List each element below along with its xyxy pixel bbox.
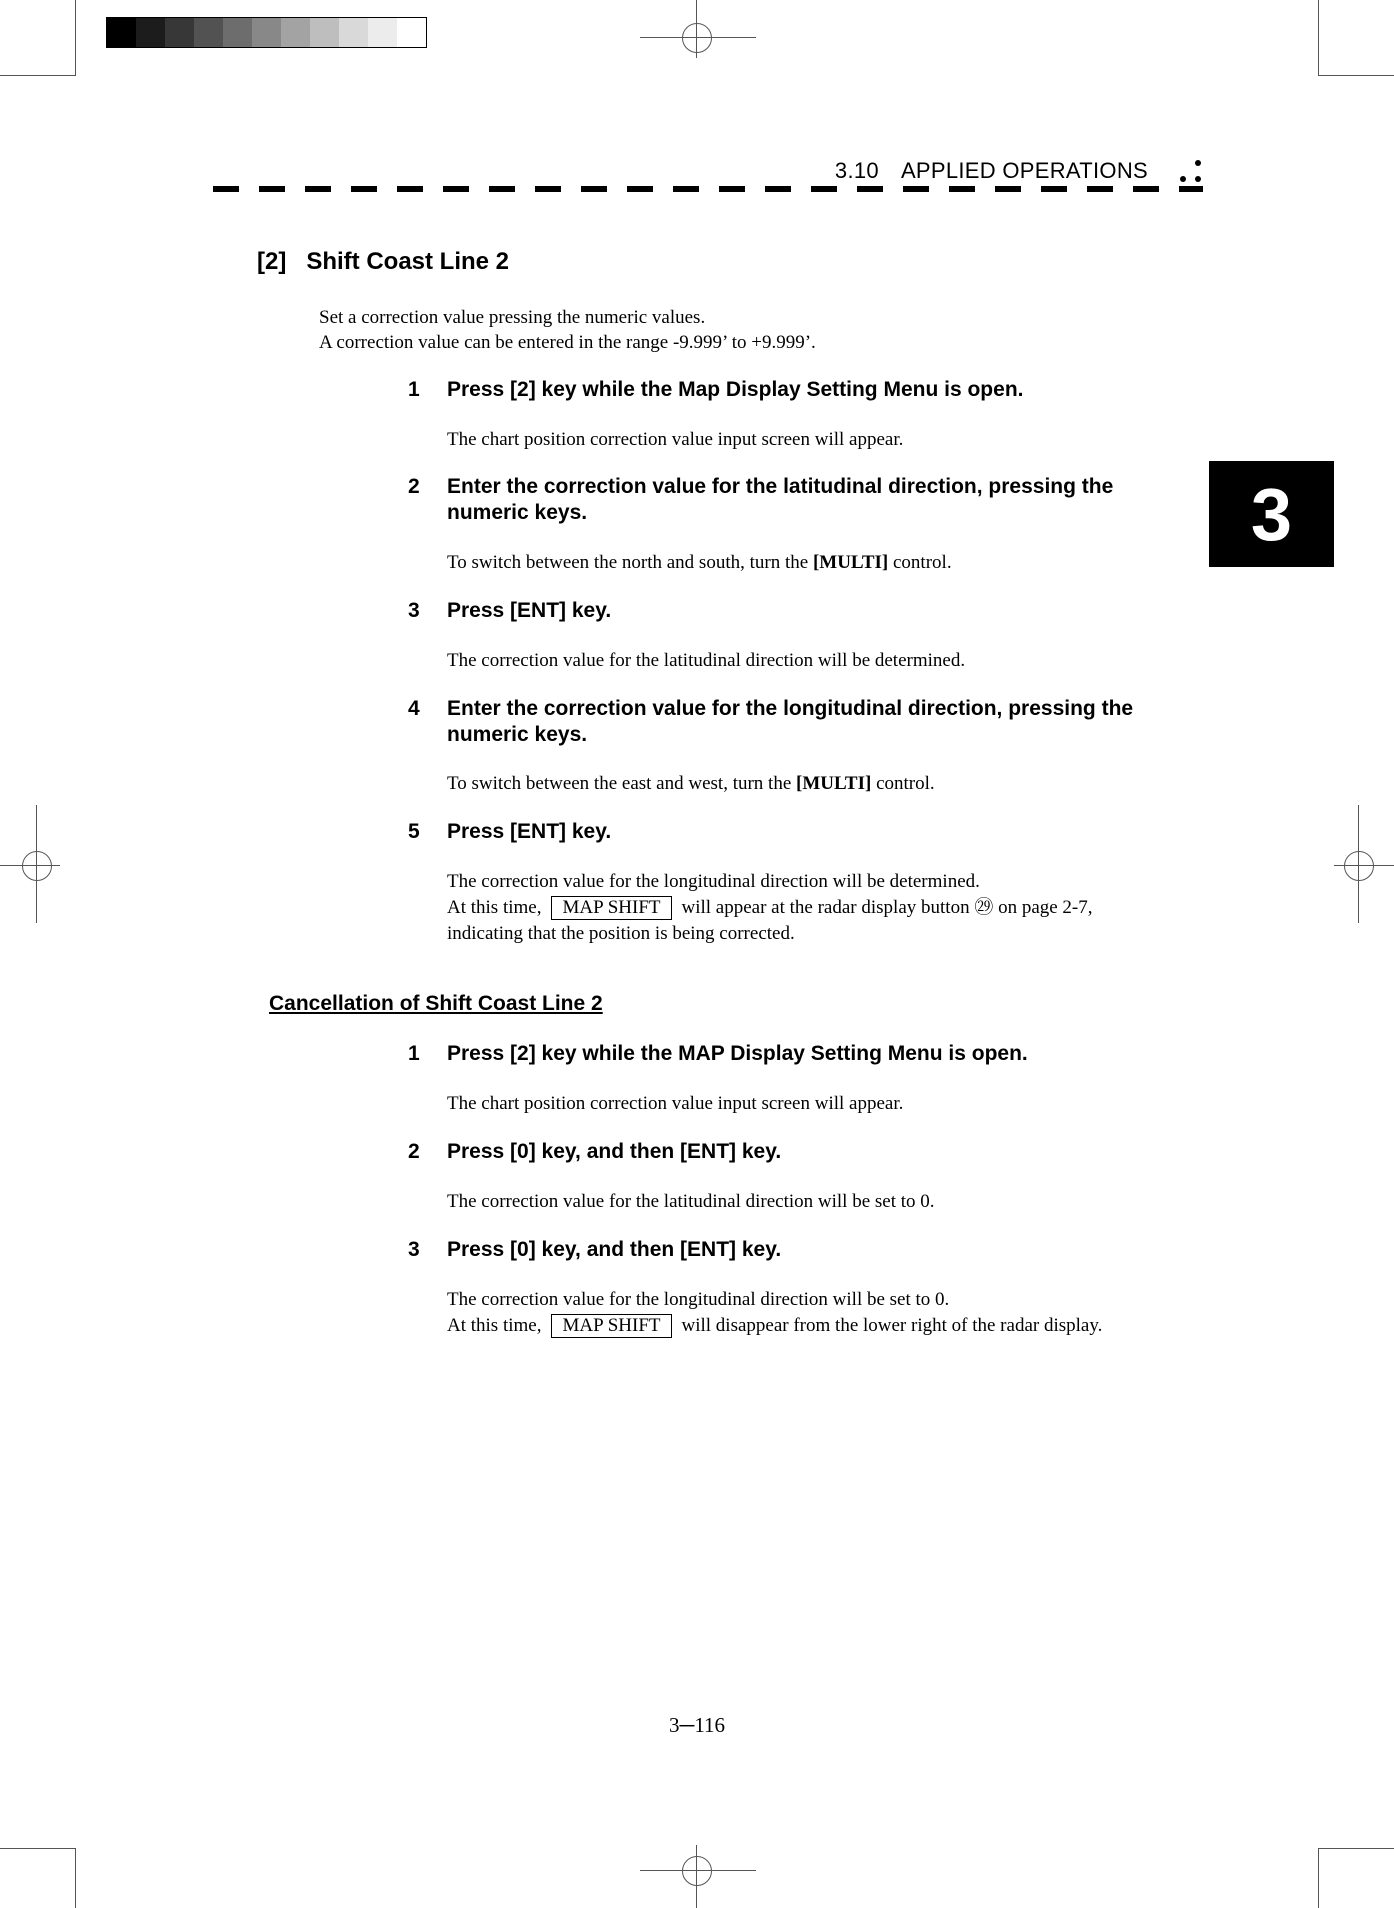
- gray-swatch: [368, 18, 397, 47]
- step-1-description: The chart position correction value input screen will appear.: [447, 429, 904, 450]
- step-5-description: The correction value for the longitudinal direction will be determined. At this time, MAP SHIFT will appear at the radar display button ㉙ on page 2-7, indicating that the position is being corrected.: [447, 871, 1093, 944]
- gray-swatch: [252, 18, 281, 47]
- header-title: 3.10 APPLIED OPERATIONS: [834, 158, 1148, 183]
- cancellation-heading: Cancellation of Shift Coast Line 2: [269, 992, 603, 1015]
- gray-swatch: [310, 18, 339, 47]
- gray-swatch: [281, 18, 310, 47]
- gray-swatch: [136, 18, 165, 47]
- gray-swatch: [223, 18, 252, 47]
- cancel-step-2-description: The correction value for the latitudinal direction will be set to 0.: [447, 1191, 935, 1212]
- cancel-step-3-description: The correction value for the longitudinal direction will be set to 0. At this time, MAP SHIFT will disappear from the lower right of the radar display.: [447, 1289, 1103, 1336]
- gray-swatch: [397, 18, 426, 47]
- map-shift-indicator: MAP SHIFT: [551, 1314, 671, 1338]
- gray-swatch: [107, 18, 136, 47]
- gray-scale-bar: [106, 17, 427, 48]
- chapter-tab: 3: [1209, 461, 1334, 567]
- gray-swatch: [165, 18, 194, 47]
- gray-swatch: [339, 18, 368, 47]
- map-shift-indicator: MAP SHIFT: [551, 896, 671, 920]
- step-4-description: To switch between the east and west, turn the [MULTI] control.: [447, 773, 935, 794]
- step-3-description: The correction value for the latitudinal direction will be determined.: [447, 650, 966, 671]
- intro-paragraph: Set a correction value pressing the numeric values. A correction value can be entered in the range -9.999’ to +9.999’.: [319, 307, 816, 353]
- section-title: [2] Shift Coast Line 2: [257, 248, 510, 275]
- gray-swatch: [194, 18, 223, 47]
- step-2-description: To switch between the north and south, turn the [MULTI] control.: [447, 552, 952, 573]
- page-number: 3─116: [668, 1713, 726, 1737]
- cancel-step-1-description: The chart position correction value input screen will appear.: [447, 1093, 904, 1114]
- header-dashed-rule: [213, 186, 1203, 192]
